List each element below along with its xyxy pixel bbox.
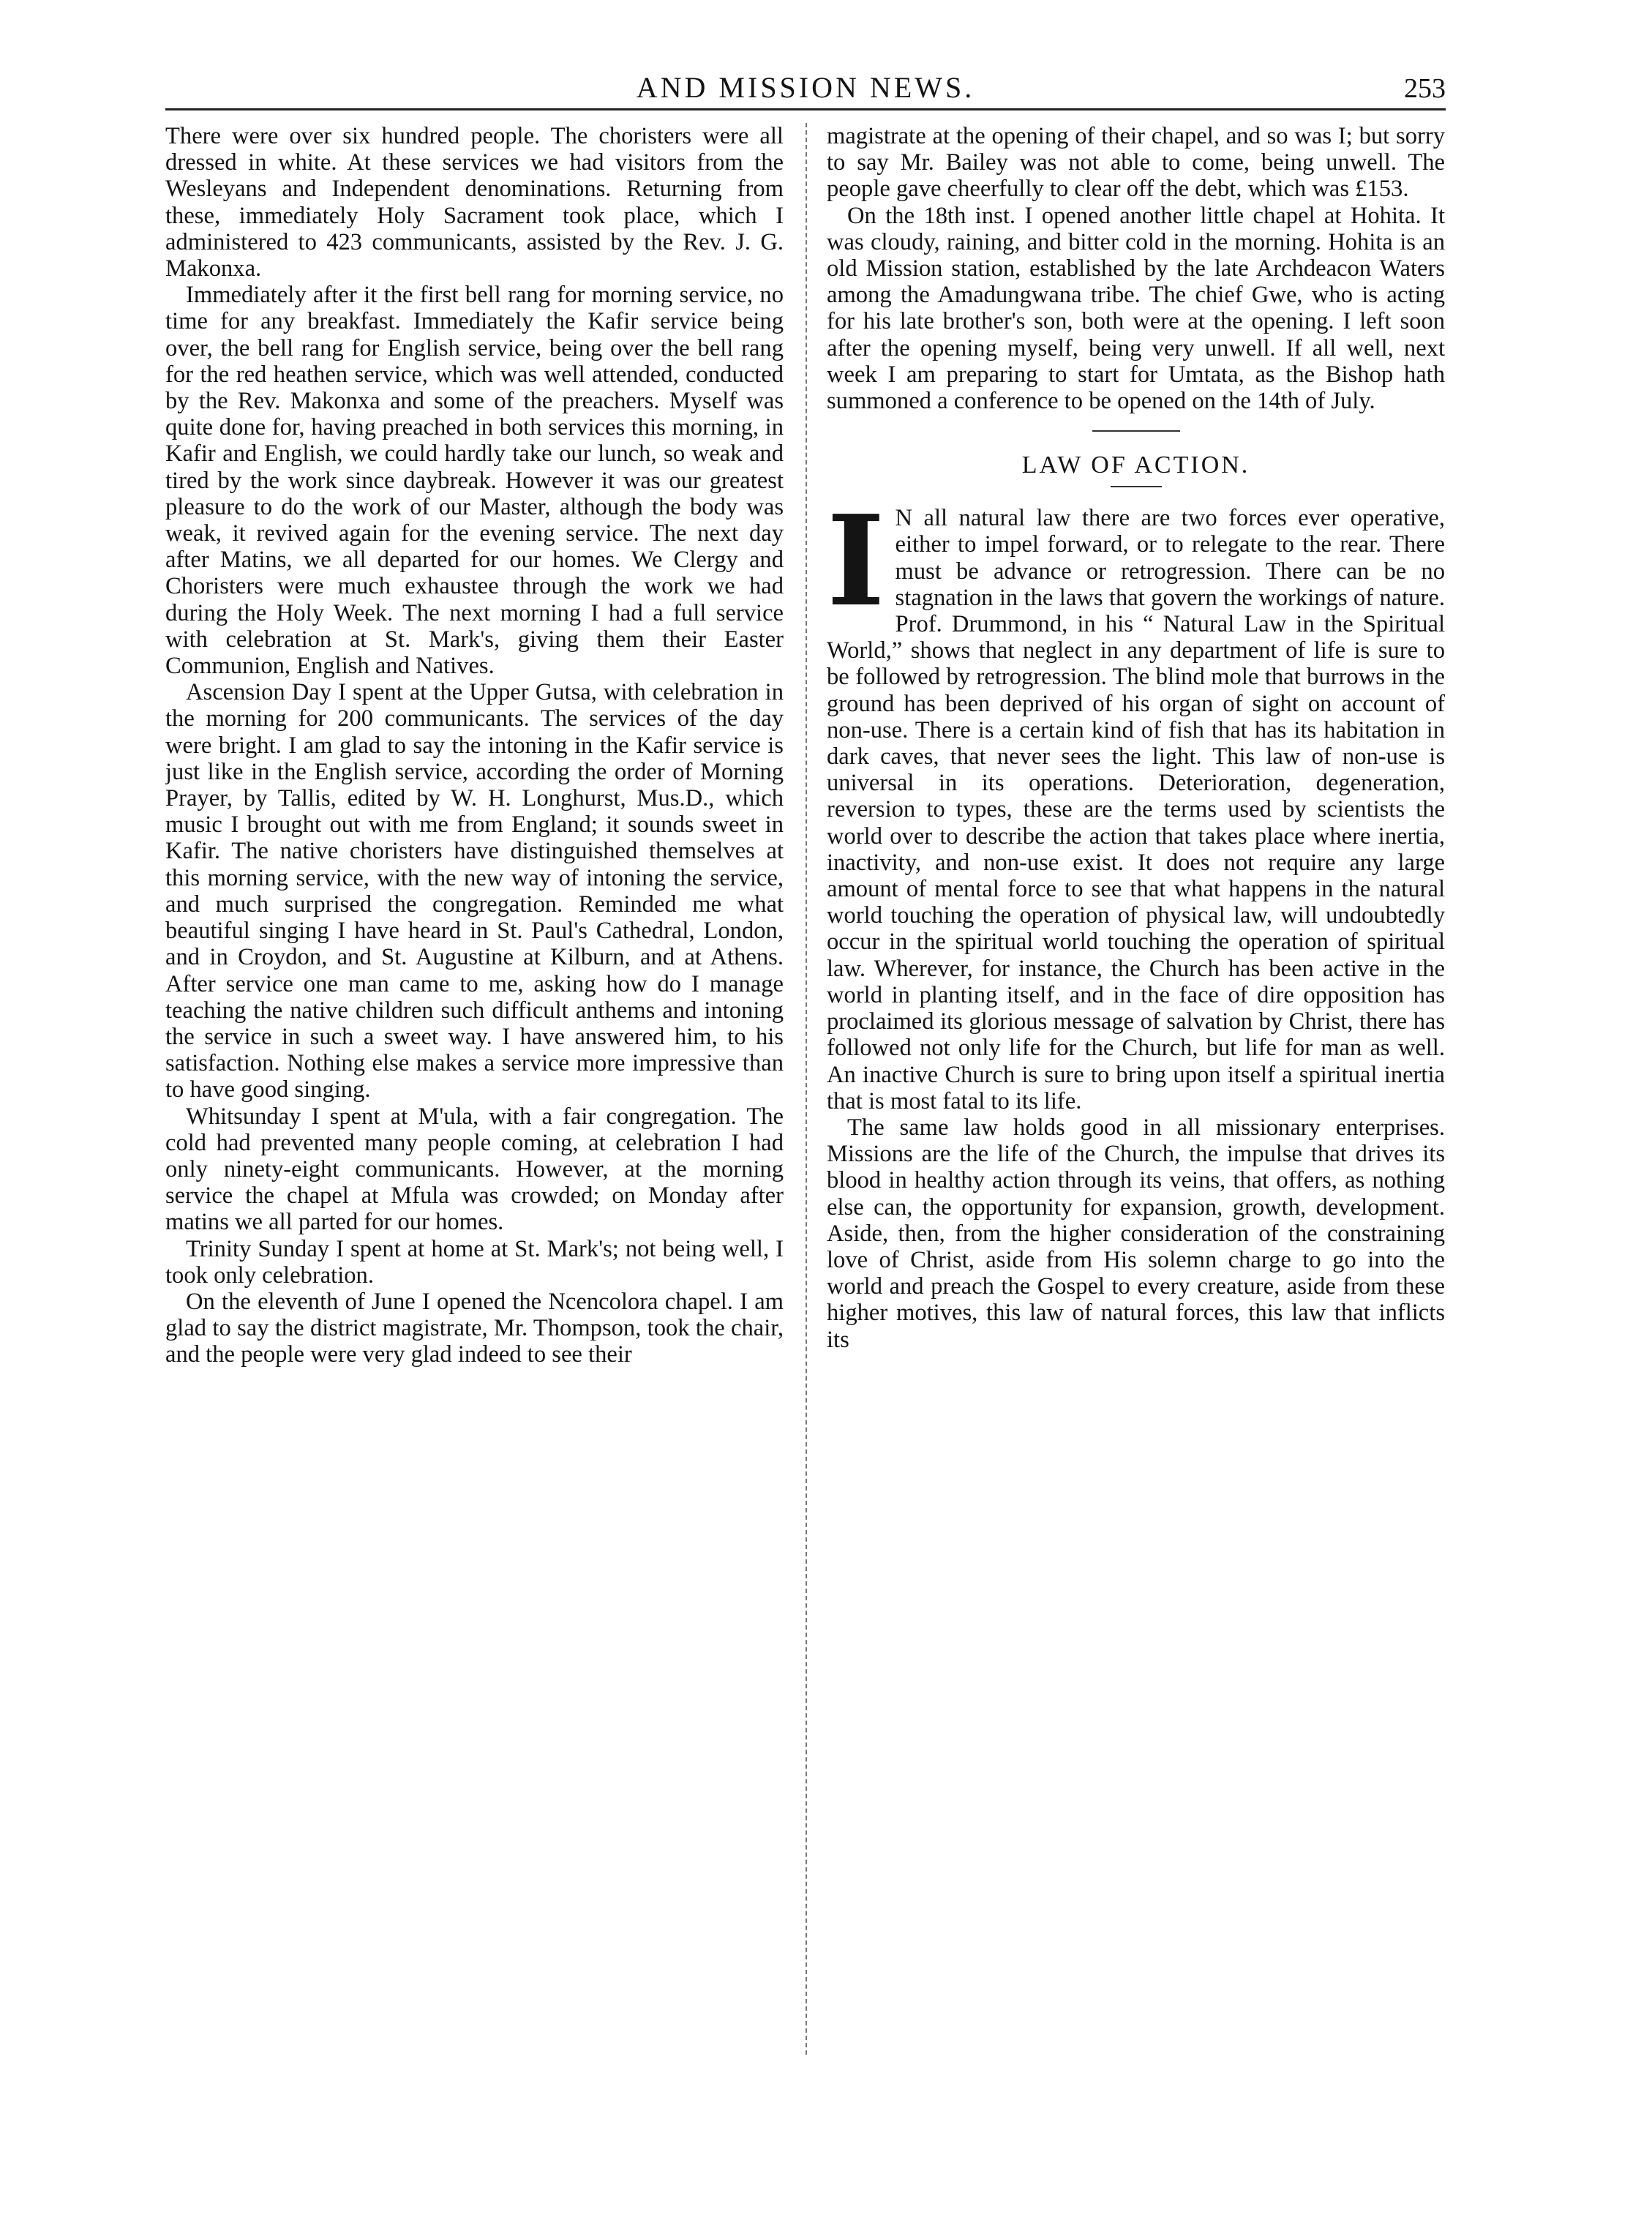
paragraph: Trinity Sunday I spent at home at St. Mark's; not being well, I took only celebration.	[165, 1235, 784, 1289]
page-number: 253	[1404, 73, 1446, 104]
paragraph: magistrate at the opening of their chapel, and so was I; but sorry to say Mr. Bailey was not able to come, being unwell. The people gave cheerfully to clear off the debt, which was £153.	[827, 123, 1445, 203]
right-column	[827, 123, 1445, 2069]
title-rule	[1111, 486, 1162, 487]
left-column	[165, 123, 784, 2069]
running-head	[165, 67, 1446, 111]
paragraph: Whitsunday I spent at M'ula, with a fair congregation. The cold had prevented many people coming, at celebration I had only ninety-eight communicants. However, at the morning service the chapel at Mfula was crowded; on Monday after matins we all parted for our homes.	[165, 1103, 784, 1236]
paragraph: The same law holds good in all missionary enterprises. Missions are the life of the Church, the impulse that drives its blood in healthy action through its veins, that offers, as nothing else can, the opportunity for expansion, growth, development. Aside, then, from the higher consideration of the constraining love of Christ, aside from His solemn charge to go into the world and preach the Gospel to every creature, aside from these higher motives, this law of natural forces, this law that inflicts its	[827, 1114, 1445, 1353]
drop-cap-letter: I	[827, 488, 885, 635]
paragraph: Ascension Day I spent at the Upper Gutsa, with celebration in the morning for 200 communicants. The services of the day were bright. I am glad to say the intoning in the Kafir service is just like in the English service, according the order of Morning Prayer, by Tallis, edited by W. H. Longhurst, Mus.D., which music I brought out with me from England; it sounds sweet in Kafir. The native choristers have distinguished themselves at this morning service, with the new way of intoning the service, and much surprised the congregation. Reminded me what beautiful singing I have heard in St. Paul's Cathedral, London, and in Croydon, and St. Augustine at Kilburn, and at Athens. After service one man came to me, asking how do I manage teaching the native children such difficult anthems and intoning the service in such a sweet way. I have answered him, to his satisfaction. Nothing else makes a service more impressive than to have good singing.	[165, 679, 784, 1103]
section-divider	[827, 414, 1445, 448]
article-first-paragraph	[827, 488, 1445, 1114]
section-title: LAW OF ACTION.	[1021, 451, 1250, 479]
paragraph: On the 18th inst. I opened another little chapel at Hohita. It was cloudy, raining, and bitter cold in the morning. Hohita is an old Mission station, established by the late Archdeacon Waters among the Amadungwana tribe. The chief Gwe, who is acting for his late brother's son, both were at the opening. I left soon after the opening myself, being very unwell. If all well, next week I am preparing to start for Umtata, as the Bishop hath summoned a conference to be opened on the 14th of July.	[827, 202, 1445, 415]
article-first-paragraph-text: N all natural law there are two forces ever operative, either to impel forward, or to relegate to the rear. There must be advance or retrogression. There can be no stagnation in the laws that govern the workings of nature. Prof. Drummond, in his “ Natural Law in the Spiritual World,” shows that neglect in any department of life is sure to be followed by retrogression. The blind mole that burrows in the ground has been deprived of his organ of sight on account of non-use. There is a certain kind of fish that has its habitation in dark caves, that never sees the light. This law of non-use is universal in its operations. Deterioration, degeneration, reversion to types, these are the terms used by scientists the world over to describe the action that takes place where inertia, inactivity, and non-use exist. It does not require any large amount of mental force to see that what happens in the natural world touching the operation of physical law, will undoubtedly occur in the spiritual world touching the operation of spiritual law. Wherever, for instance, the Church has been active in the world in planting itself, and in the face of dire opposition has proclaimed its glorious message of salvation by Christ, there has followed not only life for the Church, but life for man as well. An inactive Church is sure to bring upon itself a spiritual inertia that is most fatal to its life.	[827, 505, 1445, 1114]
column-divider	[806, 123, 807, 2055]
running-title: AND MISSION NEWS.	[636, 71, 975, 104]
paragraph: On the eleventh of June I opened the Ncencolora chapel. I am glad to say the district magistrate, Mr. Thompson, took the chair, and the people were very glad indeed to see their	[165, 1288, 784, 1368]
paragraph: Immediately after it the first bell rang for morning service, no time for any breakfast. Immediately the Kafir service being over, the bell rang for English service, being over the bell rang for the red heathen service, which was well attended, conducted by the Rev. Makonxa and some of the preachers. Myself was quite done for, having preached in both services this morning, in Kafir and English, we could hardly take our lunch, so weak and tired by the work since daybreak. However it was our greatest pleasure to do the work of our Master, although the body was weak, it revived again for the evening service. The next day after Matins, we all departed for our homes. We Clergy and Choristers were much exhaustee through the work we had during the Holy Week. The next morning I had a full service with celebration at St. Mark's, giving them their Easter Communion, English and Natives.	[165, 282, 784, 680]
paragraph: There were over six hundred people. The choristers were all dressed in white. At these services we had visitors from the Wesleyans and Independent denominations. Returning from these, immediately Holy Sacrament took place, which I administered to 423 communicants, assisted by the Rev. J. G. Makonxa.	[165, 123, 784, 282]
header-rule	[165, 108, 1446, 110]
